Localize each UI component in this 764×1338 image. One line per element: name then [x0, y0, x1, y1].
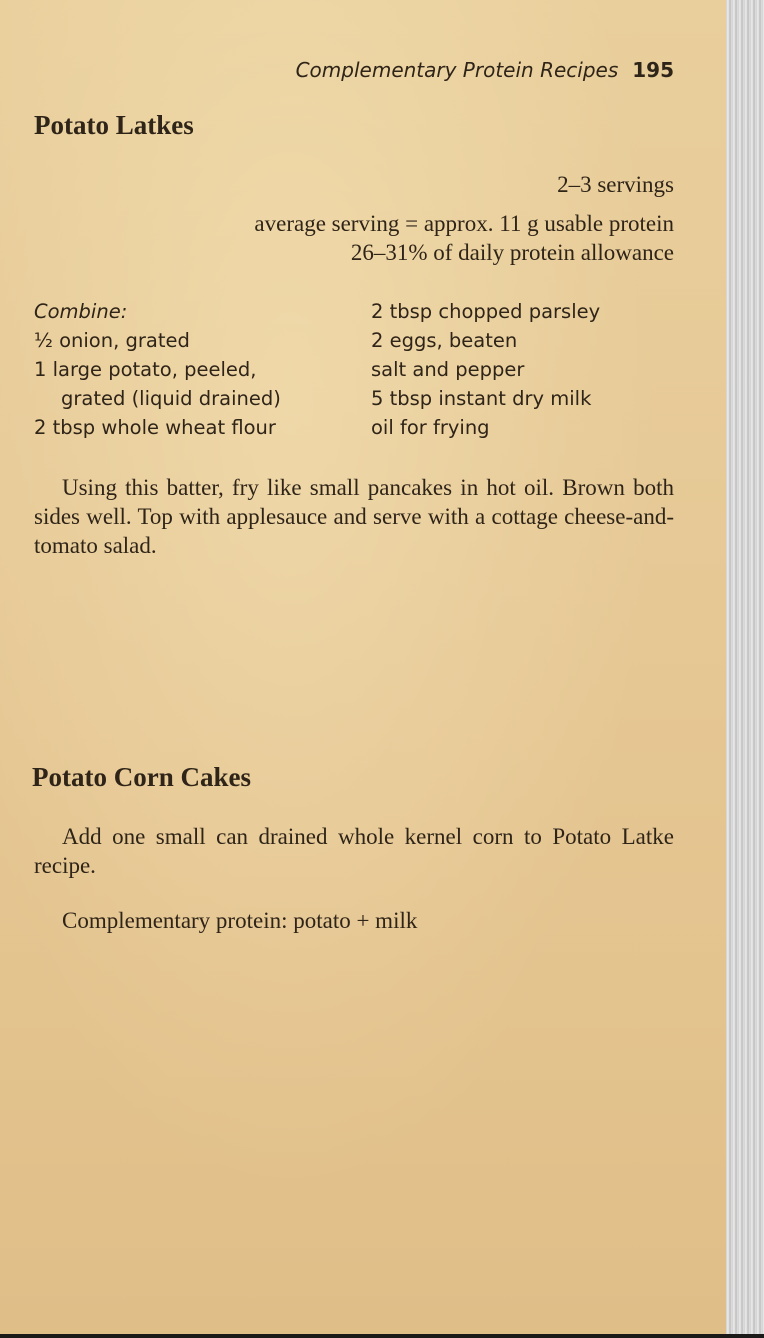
- corn-cakes-text: Add one small can drained whole kernel corn to Potato Latke recipe.: [34, 824, 674, 878]
- servings-text: 2–3 servings: [557, 172, 674, 197]
- ingredient-item-continued: grated (liquid drained): [61, 387, 281, 410]
- recipe-title-potato-corn-cakes: Potato Corn Cakes: [32, 762, 251, 792]
- ingredient-item: 2 tbsp whole wheat flour: [34, 416, 276, 439]
- ingredients-left-column: [34, 297, 281, 442]
- ingredient-item: salt and pepper: [371, 358, 525, 381]
- instructions-text: Using this batter, fry like small pancakes in hot oil. Brown both sides well. Top with applesauce and serve with a cottage cheese-and-tomato salad.: [34, 475, 674, 558]
- running-title: Complementary Protein Recipes: [295, 58, 619, 82]
- ingredient-item: 1 large potato, peeled,: [34, 358, 257, 381]
- instructions-paragraph: [34, 473, 674, 560]
- average-serving-text: average serving = approx. 11 g usable protein: [254, 211, 674, 236]
- ingredients-right-column: [371, 297, 600, 442]
- ingredient-heading: Combine:: [34, 300, 128, 323]
- bottom-bar: [0, 1334, 764, 1338]
- ingredient-item: 5 tbsp instant dry milk: [371, 387, 592, 410]
- complementary-protein-line: Complementary protein: potato + milk: [62, 908, 418, 933]
- running-header: [296, 58, 674, 82]
- page-number: 195: [632, 58, 674, 82]
- daily-percent-text: 26–31% of daily protein allowance: [350, 240, 674, 265]
- ingredient-item: 2 eggs, beaten: [371, 329, 518, 352]
- ingredient-item: ½ onion, grated: [34, 329, 190, 352]
- page-stack-edge: [726, 0, 764, 1338]
- ingredient-item: oil for frying: [371, 416, 490, 439]
- recipe-title-potato-latkes: Potato Latkes: [34, 110, 194, 140]
- ingredient-item: 2 tbsp chopped parsley: [371, 300, 601, 323]
- corn-cakes-paragraph: [34, 822, 674, 880]
